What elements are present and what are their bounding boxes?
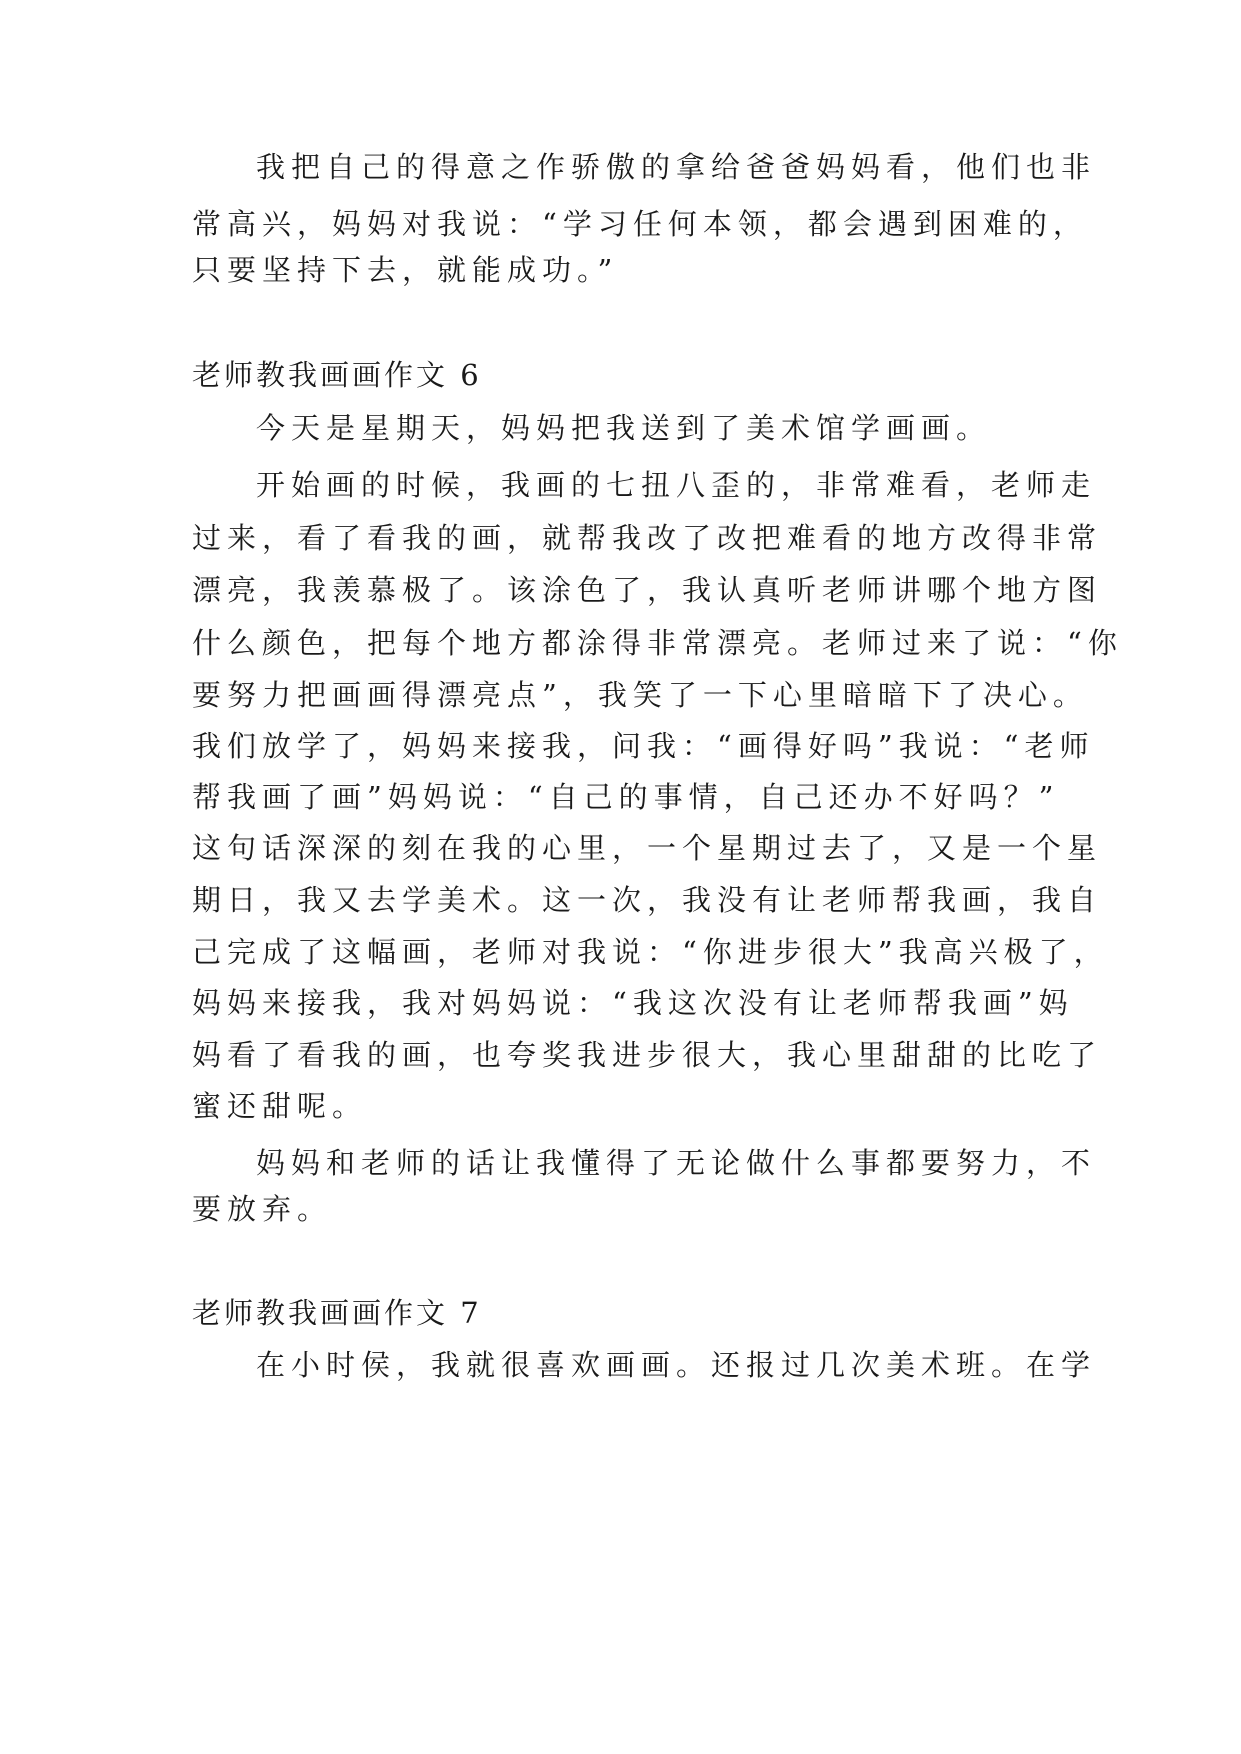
paragraph-line: 什么颜色，把每个地方都涂得非常漂亮。老师过来了说：“你 bbox=[192, 626, 1123, 660]
paragraph-line: 妈妈来接我，我对妈妈说：“我这次没有让老师帮我画”妈 bbox=[192, 986, 1074, 1020]
essay-title: 老师教我画画作文 7 bbox=[192, 1296, 482, 1330]
paragraph-line: 这句话深深的刻在我的心里，一个星期过去了，又是一个星 bbox=[192, 831, 1103, 865]
paragraph-line: 只要坚持下去，就能成功。” bbox=[192, 253, 619, 287]
paragraph-line: 妈妈和老师的话让我懂得了无论做什么事都要努力，不 bbox=[256, 1146, 1097, 1180]
paragraph-line: 要放弃。 bbox=[192, 1192, 333, 1226]
paragraph-line: 期日，我又去学美术。这一次，我没有让老师帮我画，我自 bbox=[192, 883, 1103, 917]
paragraph-line: 过来，看了看我的画，就帮我改了改把难看的地方改得非常 bbox=[192, 521, 1103, 555]
paragraph-line: 蜜还甜呢。 bbox=[192, 1089, 368, 1123]
paragraph-line: 开始画的时候，我画的七扭八歪的，非常难看，老师走 bbox=[256, 468, 1097, 502]
paragraph-line: 妈看了看我的画，也夸奖我进步很大，我心里甜甜的比吃了 bbox=[192, 1038, 1103, 1072]
essay-title: 老师教我画画作文 6 bbox=[192, 358, 482, 392]
paragraph-line: 常高兴，妈妈对我说：“学习任何本领，都会遇到困难的， bbox=[192, 207, 1088, 241]
paragraph-line: 要努力把画画得漂亮点”，我笑了一下心里暗暗下了决心。 bbox=[192, 678, 1088, 712]
paragraph-line: 我们放学了，妈妈来接我，问我：“画得好吗”我说：“老师 bbox=[192, 729, 1095, 763]
paragraph-line: 帮我画了画”妈妈说：“自己的事情，自己还办不好吗？” bbox=[192, 780, 1060, 814]
paragraph-line: 己完成了这幅画，老师对我说：“你进步很大”我高兴极了， bbox=[192, 935, 1109, 969]
paragraph-line: 我把自己的得意之作骄傲的拿给爸爸妈妈看，他们也非 bbox=[256, 150, 1097, 184]
paragraph-line: 今天是星期天，妈妈把我送到了美术馆学画画。 bbox=[256, 411, 992, 445]
paragraph-line: 在小时侯，我就很喜欢画画。还报过几次美术班。在学 bbox=[256, 1348, 1097, 1382]
paragraph-line: 漂亮，我羡慕极了。该涂色了，我认真听老师讲哪个地方图 bbox=[192, 573, 1103, 607]
